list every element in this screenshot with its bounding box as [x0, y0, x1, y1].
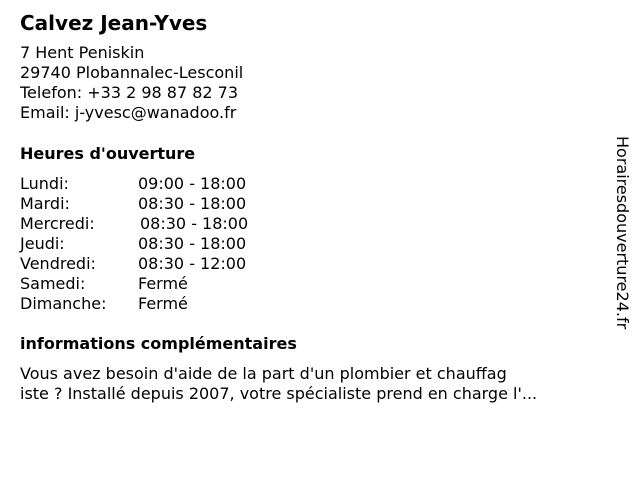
info-text-line: Vous avez besoin d'aide de la part d'un plombier et chauffag — [20, 364, 507, 383]
hours-value: Fermé — [138, 294, 188, 313]
business-name: Calvez Jean-Yves — [20, 11, 208, 35]
opening-hours-heading: Heures d'ouverture — [20, 144, 196, 163]
address-city: 29740 Plobannalec-Lesconil — [20, 63, 244, 82]
day-label: Mardi: — [20, 194, 70, 213]
day-label: Dimanche: — [20, 294, 107, 313]
hours-value: 08:30 - 12:00 — [138, 254, 247, 273]
day-label: Samedi: — [20, 274, 86, 293]
day-label: Lundi: — [20, 174, 69, 193]
site-watermark — [612, 136, 632, 346]
hours-value: 08:30 - 18:00 — [138, 234, 247, 253]
watermark-text: Horairesdouverture24.fr — [613, 136, 632, 330]
phone-number: Telefon: +33 2 98 87 82 73 — [20, 83, 239, 102]
additional-info-heading: informations complémentaires — [20, 334, 297, 353]
info-text-line: iste ? Installé depuis 2007, votre spécialiste prend en charge l'... — [20, 384, 538, 403]
email-address: Email: j-yvesc@wanadoo.fr — [20, 103, 237, 122]
hours-value: Fermé — [138, 274, 188, 293]
day-label: Mercredi: — [20, 214, 95, 233]
hours-value: 09:00 - 18:00 — [138, 174, 247, 193]
additional-info-text — [20, 364, 537, 404]
day-label: Vendredi: — [20, 254, 96, 273]
hours-value: 08:30 - 18:00 — [140, 214, 249, 233]
contact-block — [20, 43, 243, 123]
hours-value: 08:30 - 18:00 — [138, 194, 247, 213]
address-street: 7 Hent Peniskin — [20, 43, 145, 62]
day-label: Jeudi: — [20, 234, 65, 253]
